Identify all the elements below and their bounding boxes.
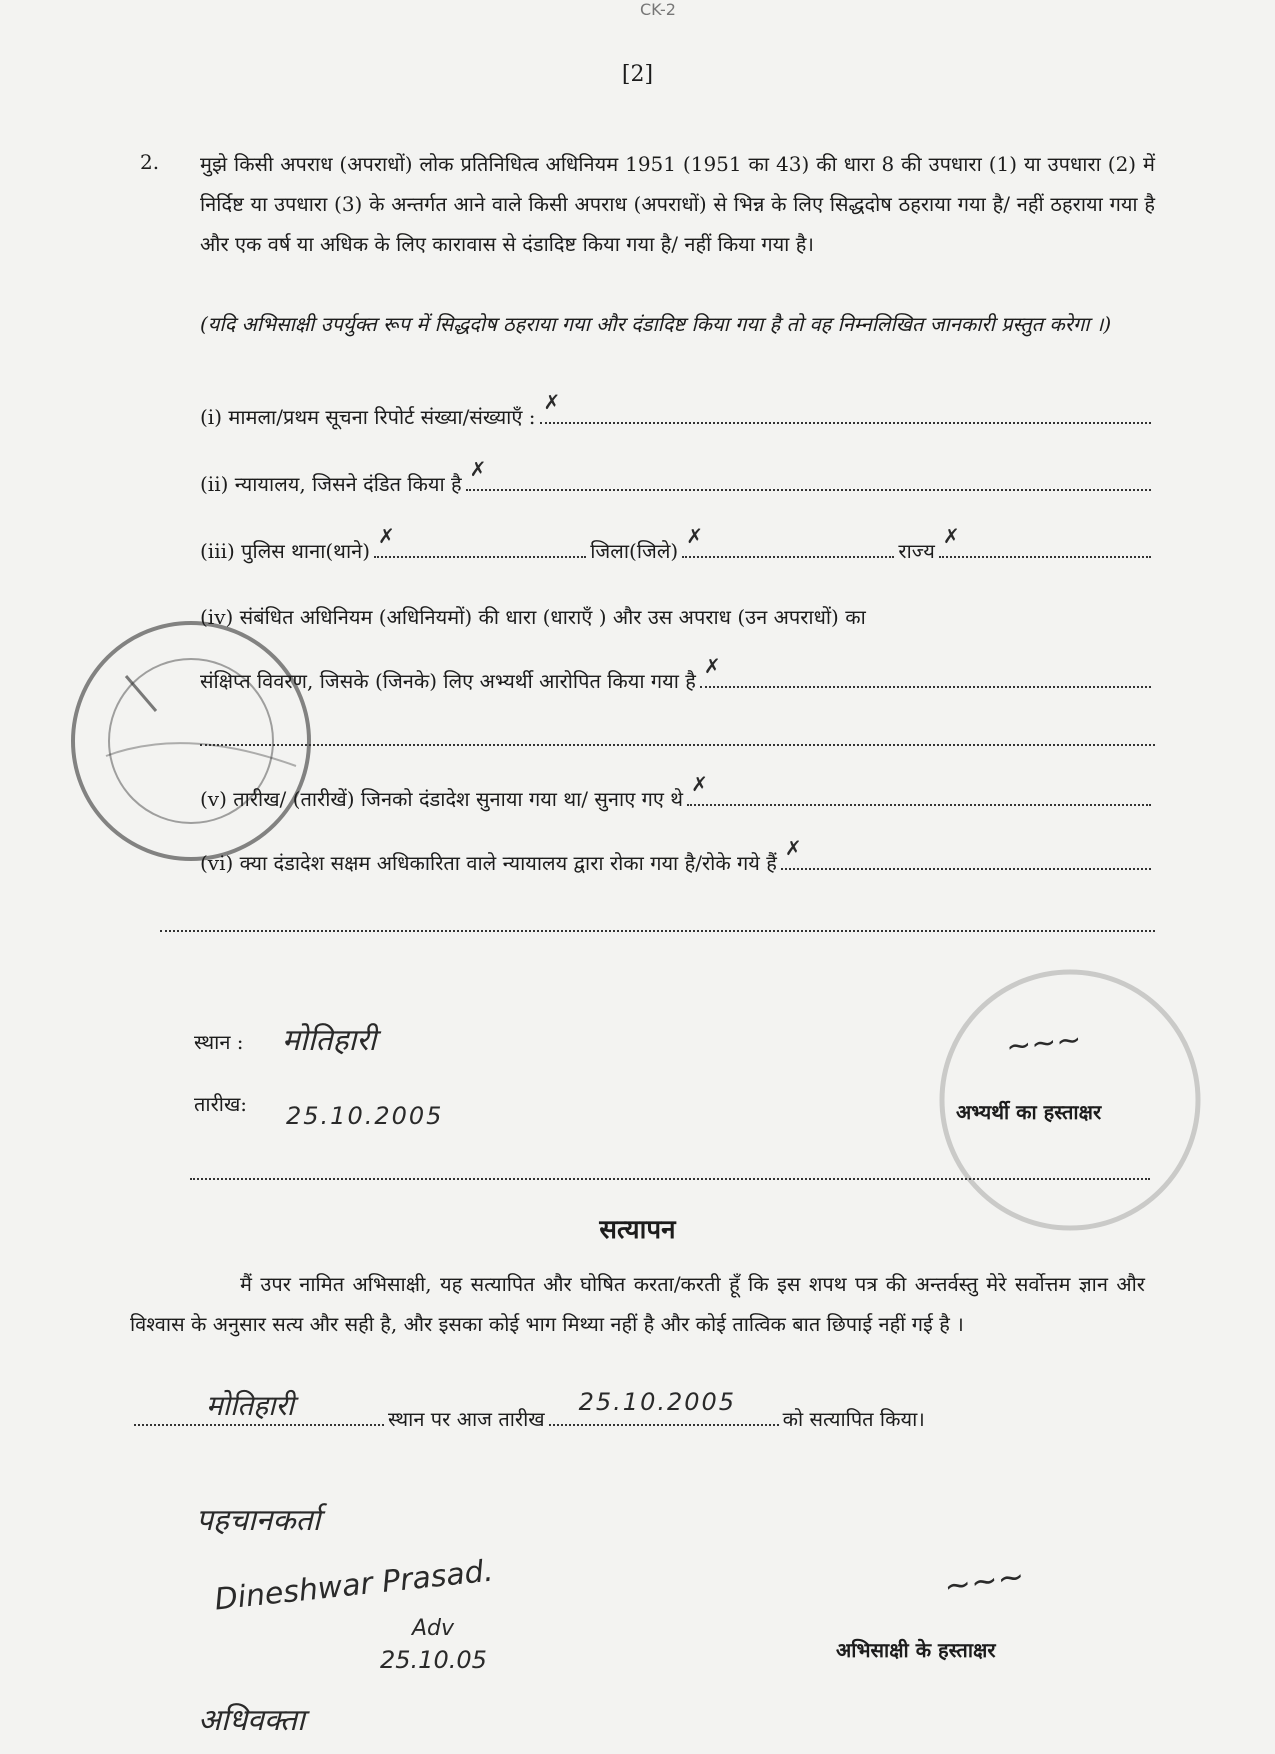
cross-mark: ✗ bbox=[543, 390, 561, 414]
page-number: [2] bbox=[621, 62, 654, 87]
cross-mark: ✗ bbox=[469, 457, 487, 481]
item-v-label: (v) तारीख/ (तारीखें) जिनको दंडादेश सुनाया गया था/ सुनाए गए थे bbox=[200, 787, 684, 811]
item-v-field bbox=[687, 772, 1151, 806]
item-iv-line2 bbox=[200, 654, 1155, 694]
item-ii bbox=[200, 457, 1155, 497]
place-value: मोतिहारी bbox=[282, 1023, 377, 1058]
identifier-signature: Dineshwar Prasad. bbox=[212, 1553, 495, 1618]
verification-end-phrase: को सत्यापित किया। bbox=[782, 1407, 925, 1431]
cross-mark: ✗ bbox=[378, 524, 395, 548]
item-iv-label-2: संक्षिप्त विवरण, जिसके (जिनके) लिए अभ्यर्थी आरोपित किया गया है bbox=[200, 669, 696, 693]
date-label: तारीख: bbox=[194, 1092, 248, 1116]
item-iv-label-1: (iv) संबंधित अधिनियम (अधिनियमों) की धारा (धाराएँ ) और उस अपराध (उन अपराधों) का bbox=[200, 605, 866, 629]
item-iii-state-field bbox=[939, 524, 1151, 558]
verification-place-field bbox=[134, 1389, 384, 1426]
verification-place-phrase: स्थान पर आज तारीख bbox=[388, 1407, 545, 1431]
deponent-signature: ~~~ bbox=[941, 1556, 1027, 1606]
item-iv-line1 bbox=[200, 596, 1155, 630]
cross-mark: ✗ bbox=[703, 654, 721, 678]
identifier-label: पहचानकर्ता bbox=[196, 1503, 321, 1538]
clause-note: (यदि अभिसाक्षी उपर्युक्त रूप में सिद्धदोष ठहराया गया और दंडादिष्ट किया गया है तो वह निम्नलिखित जानकारी प्रस्तुत करेगा ।) bbox=[200, 312, 1112, 336]
cross-mark: ✗ bbox=[686, 524, 703, 548]
item-v bbox=[200, 772, 1155, 812]
item-i bbox=[200, 390, 1155, 430]
verification-place-value: मोतिहारी bbox=[206, 1389, 295, 1422]
item-ii-field bbox=[466, 457, 1151, 491]
item-iv-blank-line bbox=[200, 742, 1155, 746]
clause-number: 2. bbox=[140, 150, 160, 174]
cross-mark: ✗ bbox=[691, 772, 708, 796]
adv-date: 25.10.05 bbox=[380, 1646, 487, 1674]
place-label: स्थान : bbox=[194, 1030, 244, 1054]
verification-line bbox=[130, 1388, 1145, 1432]
candidate-signature: ~~~ bbox=[1004, 1022, 1084, 1065]
item-iii-district-field bbox=[682, 524, 894, 558]
separator-line bbox=[190, 1176, 1150, 1180]
item-vi-field bbox=[781, 836, 1151, 870]
verification-heading: सत्यापन bbox=[599, 1215, 676, 1245]
verification-date-value: 25.10.2005 bbox=[578, 1388, 737, 1416]
item-iii-label: (iii) पुलिस थाना(थाने) bbox=[200, 539, 371, 563]
deponent-sign-label: अभिसाक्षी के हस्ताक्षर bbox=[836, 1638, 996, 1662]
verification-text: मैं उपर नामित अभिसाक्षी, यह सत्यापित और घोषित करता/करती हूँ कि इस शपथ पत्र की अन्तर्वस्तु मेरे सर्वोत्तम ज्ञान और विश्वास के अनुसार सत्य और सही है, और इसका कोई भाग मिथ्या नहीं है और कोई तात्विक बात छिपाई नहीं गई है । bbox=[130, 1272, 1145, 1336]
item-vi-blank-line bbox=[160, 928, 1155, 932]
item-i-field bbox=[540, 390, 1151, 424]
advocate-label: अधिवक्ता bbox=[198, 1703, 305, 1738]
candidate-sign-label: अभ्यर्थी का हस्ताक्षर bbox=[956, 1100, 1102, 1124]
cross-mark: ✗ bbox=[784, 836, 802, 860]
item-vi bbox=[200, 836, 1155, 876]
cross-mark: ✗ bbox=[942, 524, 960, 548]
item-iv-field bbox=[700, 654, 1151, 688]
date-value: 25.10.2005 bbox=[286, 1102, 444, 1130]
notary-stamp bbox=[66, 616, 326, 876]
clause-text: मुझे किसी अपराध (अपराधों) लोक प्रतिनिधित्व अधिनियम 1951 (1951 का 43) की धारा 8 की उपधारा (1) या उपधारा (2) में निर्दिष्ट या उपधारा (3) के अन्तर्गत आने वाले किसी अपराध (अपराधों) से भिन्न के लिए सिद्धदोष ठहराया गया है/ नहीं ठहराया गया है और एक वर्ष या अधिक के लिए कारावास से दंडादिष्ट किया गया है/ नहीं किया गया है। bbox=[200, 152, 1155, 256]
item-iii-state-label: राज्य bbox=[898, 539, 935, 563]
item-iii-district-label: जिला(जिले) bbox=[590, 539, 679, 563]
corner-mark: CK-2 bbox=[640, 0, 676, 19]
item-ii-label: (ii) न्यायालय, जिसने दंडित किया है bbox=[200, 472, 462, 496]
item-iii bbox=[200, 524, 1155, 564]
item-vi-label: (vi) क्या दंडादेश सक्षम अधिकारिता वाले न्यायालय द्वारा रोका गया है/रोके गये हैं bbox=[200, 851, 777, 875]
item-iii-police-field bbox=[374, 524, 586, 558]
verification-date-field bbox=[549, 1388, 779, 1426]
adv-note: Adv bbox=[412, 1616, 455, 1641]
item-i-label: (i) मामला/प्रथम सूचना रिपोर्ट संख्या/संख्याएँ : bbox=[200, 405, 536, 429]
